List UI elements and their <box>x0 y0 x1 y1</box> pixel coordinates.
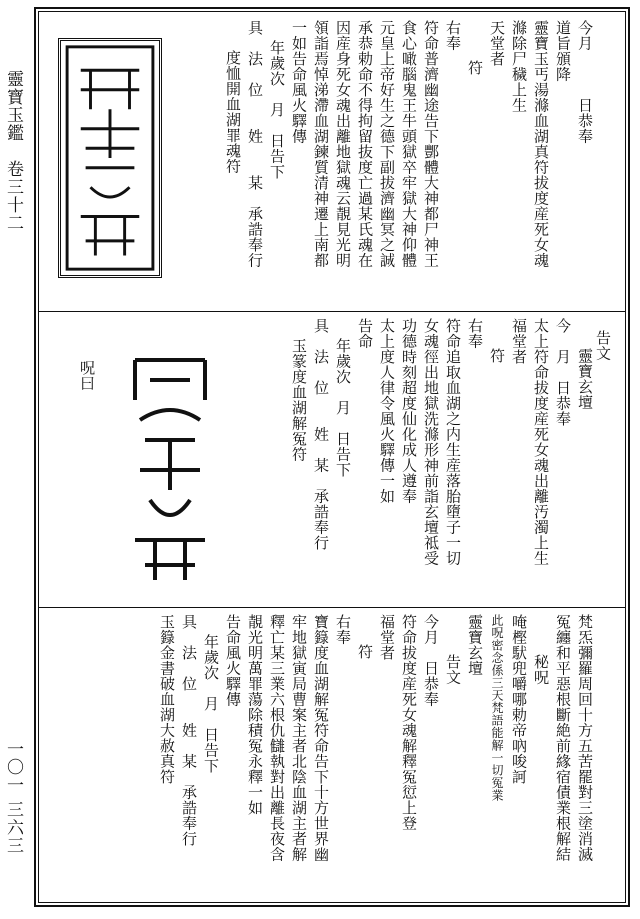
text-column: 承恭勅命不得拘留抜度亡過某氏魂在 <box>356 20 374 268</box>
text-column: 釋亡某三業六根仇讎執對出離長夜含 <box>268 614 286 862</box>
incantation-label: 呪曰 <box>78 360 96 391</box>
text-column: 元皇上帝好生之德下副拔濟幽冥之誠 <box>378 20 396 268</box>
text-column: 福堂者 <box>510 318 528 365</box>
section-divider <box>38 311 626 312</box>
text-column: 秘呪 <box>532 654 550 685</box>
text-column: 因産身死女魂出離地獄魂云靚見光明 <box>334 20 352 268</box>
text-column: 符 <box>356 644 374 660</box>
section-3-text <box>154 614 594 904</box>
talisman-seal-1 <box>58 38 162 278</box>
text-column: 右奉 <box>334 614 352 645</box>
text-column: 靈寶玉丐湯滌血湖真符拔度産死女魂 <box>532 20 550 268</box>
text-column: 天堂者 <box>488 20 506 67</box>
text-column: 右奉 <box>466 318 484 349</box>
text-column: 告文 <box>444 654 462 685</box>
text-column: 告命風火驛傳 <box>224 614 242 707</box>
text-column: 一如告命風火驛傳 <box>290 20 308 144</box>
text-column: 具 法 位 姓 某 承誥奉行 <box>246 20 264 268</box>
text-column: 福堂者 <box>378 614 396 661</box>
text-column: 符命追取血湖之内生産落胎墮子一切 <box>444 318 462 566</box>
text-column: 道旨頒降 <box>554 20 572 82</box>
text-column: 女魂徑出地獄洗滌形神前詣玄壇祗受 <box>422 318 440 566</box>
text-column: 具 法 位 姓 某 承誥奉行 <box>312 318 330 551</box>
text-column: 符命拔度産死女魂解釋冤愆上登 <box>400 614 418 831</box>
text-column: 太上符命拔度産死女魂出離汚濁上生 <box>532 318 550 566</box>
text-column: 冤纏和平惡根斷絶前緣宿債業根解結 <box>554 614 572 862</box>
text-column: 功德時刻超度仙化成人遵奉 <box>400 318 418 504</box>
text-column: 符 <box>488 348 506 364</box>
text-column: 具 法 位 姓 某 承誥奉行 <box>180 614 198 847</box>
text-column: 告命 <box>356 318 374 349</box>
text-column: 食心噉腦鬼王牛頭獄卒牢獄大神仰體 <box>400 20 418 268</box>
talisman-glyph-icon <box>61 41 159 275</box>
text-column: 太上度人律令風火驛傳一如 <box>378 318 396 504</box>
text-column: 靚光明萬罪蕩除積冤永釋一如 <box>246 614 264 816</box>
text-column: 符命普濟幽途告下酆體大神都尸神王 <box>422 20 440 268</box>
text-column: 唵樫䭾兜嚼哪勅帝吶唆訶 <box>510 614 528 785</box>
text-column: 牢地獄寅局曹案主者北陰血湖主者解 <box>290 614 308 862</box>
text-column: 滌除尸穢上生 <box>510 20 528 113</box>
text-column: 今月 日恭奉 <box>576 20 594 144</box>
text-column: 度恤開血湖罪魂符 <box>224 50 242 174</box>
text-column: 今月 日恭奉 <box>422 614 440 707</box>
text-column: 此呪密念係三天梵語能解一切冤業 <box>490 614 504 802</box>
book-title: 靈寶玉鑑 卷三十二 <box>3 70 23 232</box>
text-column: 年歲次 月 日告下 <box>202 634 220 774</box>
text-column: 領詣焉悼涕滯血湖鍊質清神遷上南都 <box>312 20 330 268</box>
talisman-seal-2 <box>116 340 224 590</box>
text-column: 年歲次 月 日告下 <box>334 338 352 478</box>
text-column: 年歲次 月 日告下 <box>268 40 286 180</box>
page-number: 一〇一 三六三 <box>3 740 23 855</box>
text-column: 玉籙金書破血湖大赦真符 <box>158 614 176 785</box>
text-column: 玉篆度血湖解冤符 <box>290 338 308 462</box>
section-1-text <box>220 20 594 305</box>
announcement-label: 告文 <box>594 330 612 361</box>
text-column: 今 月 日恭奉 <box>554 318 572 427</box>
talisman-glyph-icon <box>116 340 224 590</box>
page-margin <box>0 0 26 919</box>
text-column: 符 <box>466 60 484 76</box>
text-column: 梵炁彌羅周回十方五苦罷對三塗消滅 <box>576 614 594 862</box>
section-divider <box>38 607 626 608</box>
section-2-text <box>286 318 594 603</box>
text-column: 寶籙度血湖解冤符命告下十方世界幽 <box>312 614 330 862</box>
text-column: 靈寶玄壇 <box>576 348 594 410</box>
text-column: 靈寶玄壇 <box>466 614 484 676</box>
text-column: 右奉 <box>444 20 462 51</box>
